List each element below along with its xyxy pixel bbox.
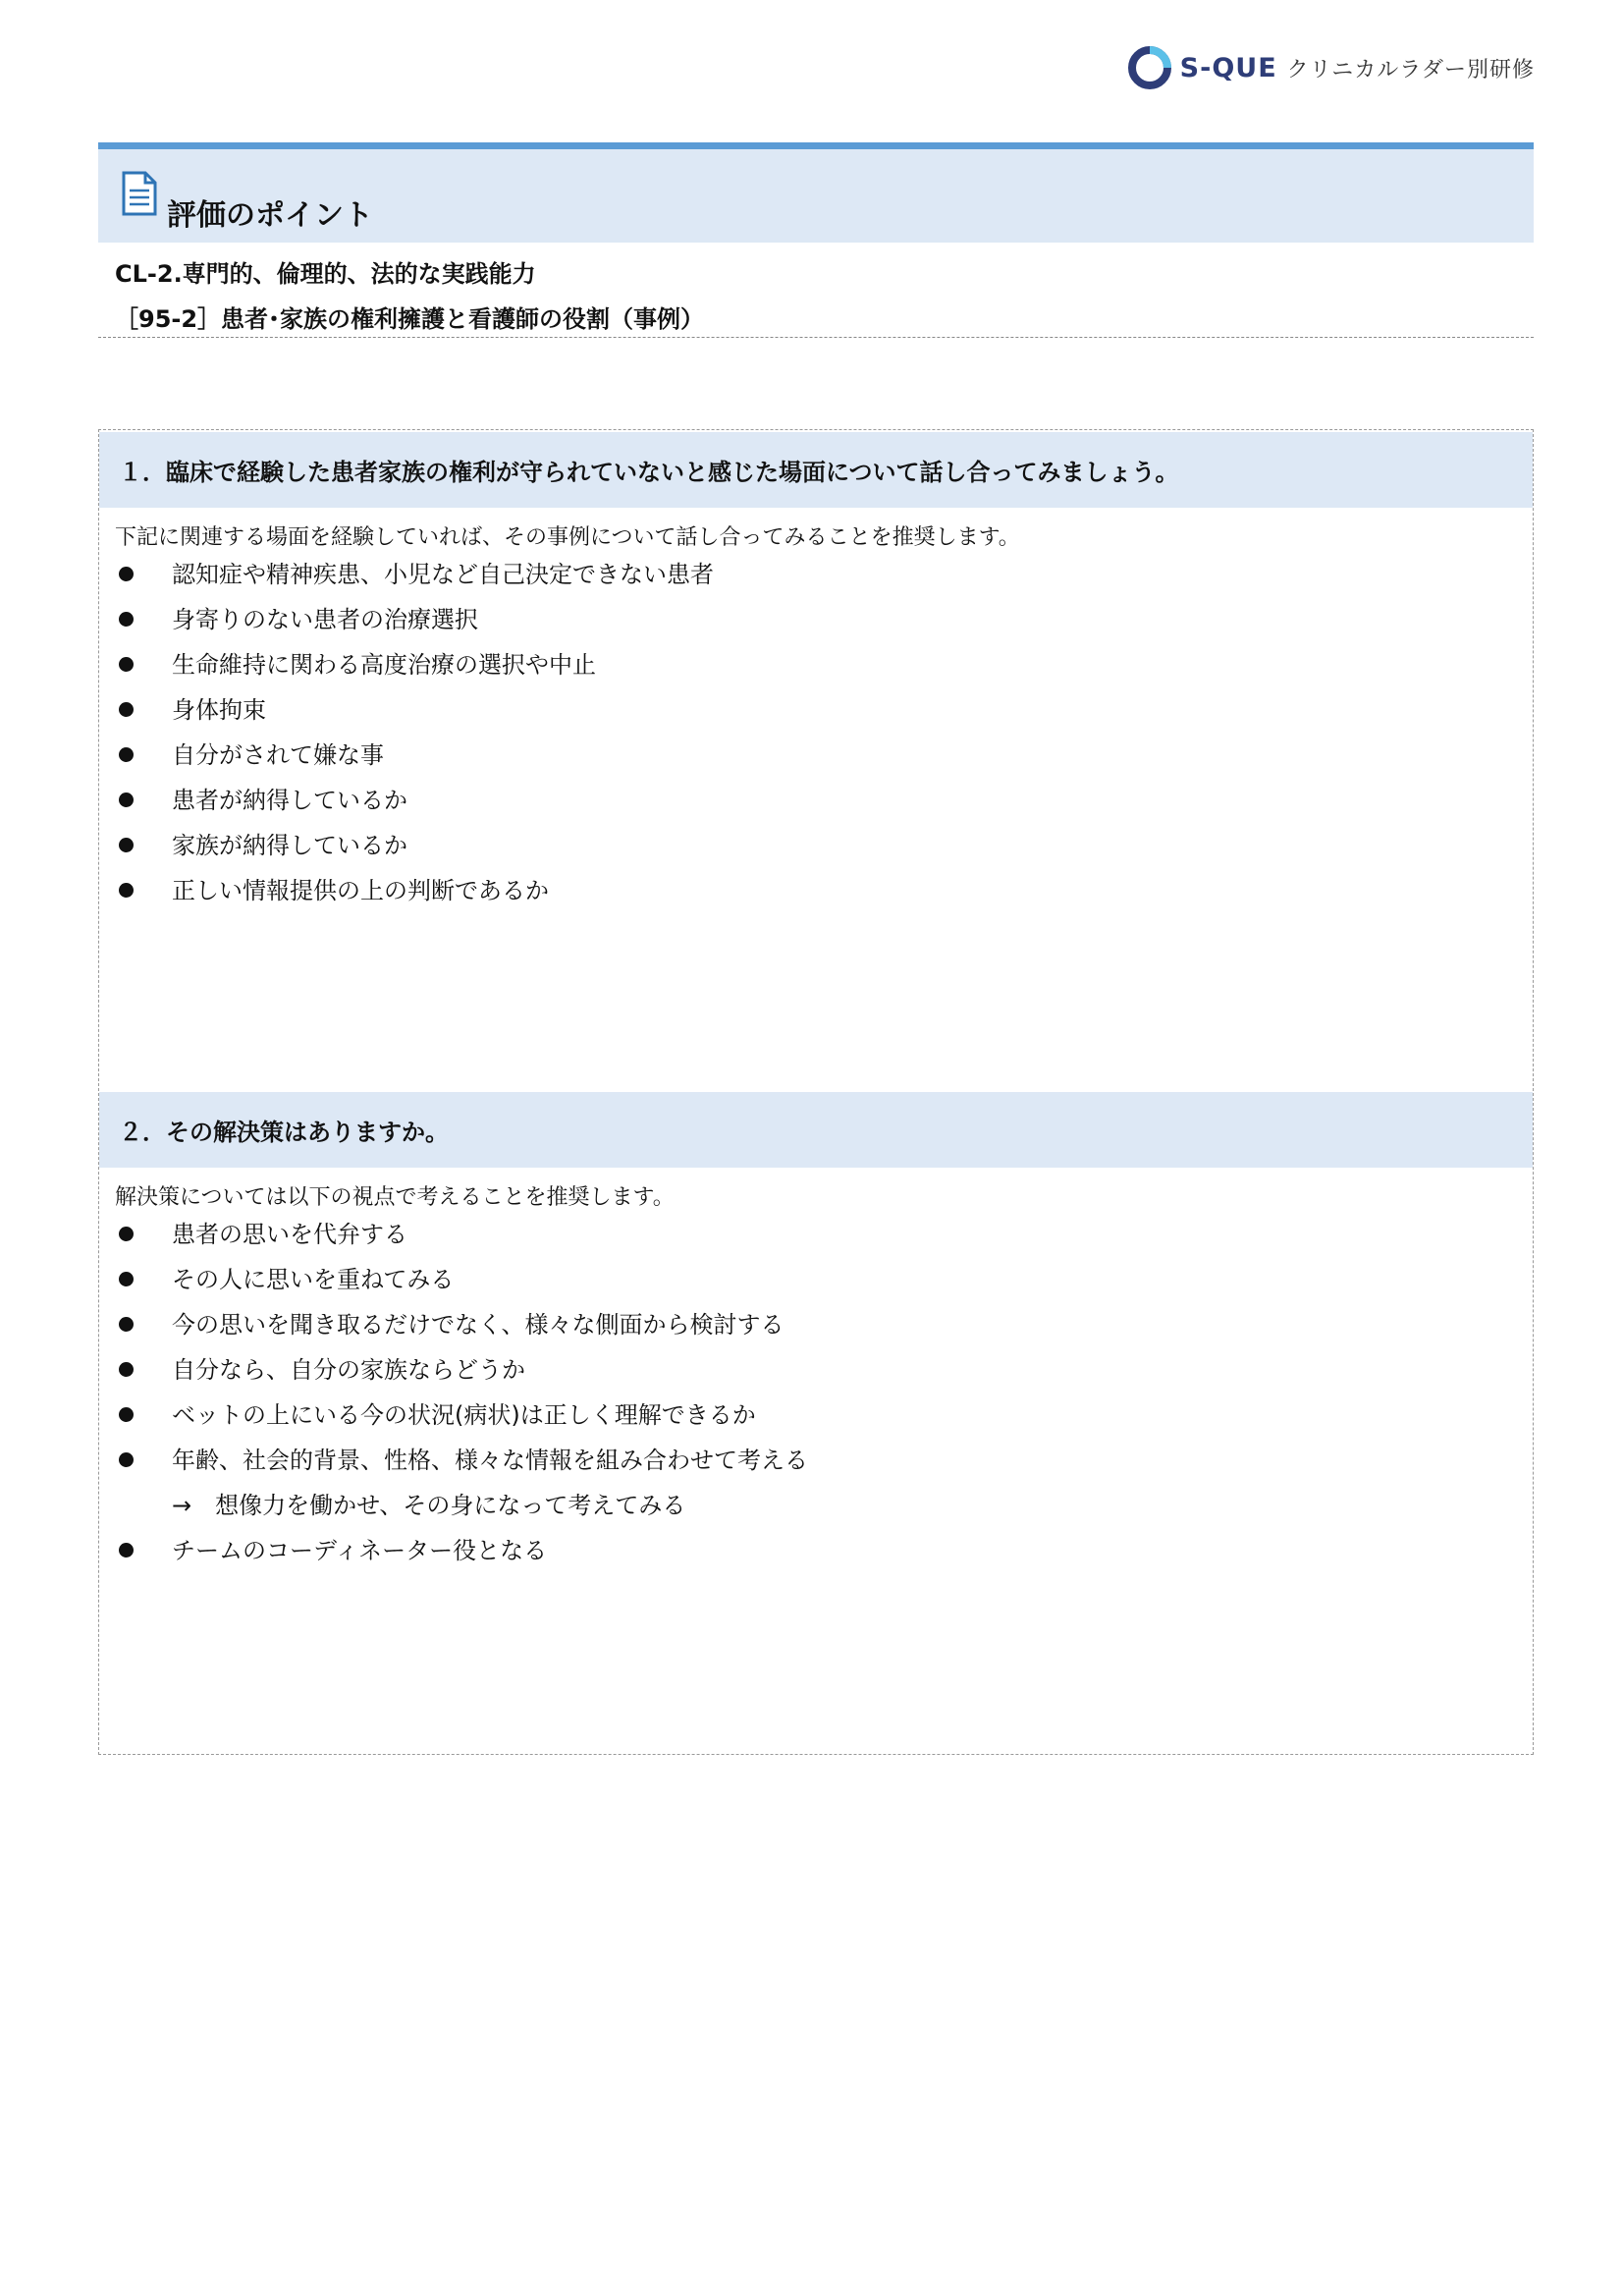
bullet-icon — [119, 1317, 134, 1332]
bullet-icon — [119, 702, 134, 717]
sque-logo-icon — [1125, 43, 1174, 92]
question-2-intro: 解決策については以下の視点で考えることを推奨します。 — [115, 1185, 675, 1210]
question-2-header: ２．その解決策はありますか。 — [99, 1092, 1533, 1168]
bullet-icon — [119, 793, 134, 807]
question-1-intro: 下記に関連する場面を経験していれば、その事例について話し合ってみることを推奨します。 — [115, 525, 1020, 550]
bullet-icon — [119, 1452, 134, 1467]
subject-title: ［95-2］患者･家族の権利擁護と看護師の役割（事例） — [115, 305, 705, 333]
document-icon — [121, 171, 158, 216]
bullet-icon — [119, 1272, 134, 1286]
bullet-icon — [119, 747, 134, 762]
bullet-icon — [119, 1227, 134, 1241]
subject-category: CL-2.専門的、倫理的、法的な実践能力 — [115, 260, 536, 288]
bullet-icon — [119, 612, 134, 627]
bullet-icon — [119, 1407, 134, 1422]
discussion-box: １．臨床で経験した患者家族の権利が守られていないと感じた場面について話し合ってみましょう。 下記に関連する場面を経験していれば、その事例について話し合ってみることを推奨します。 認知症や精神疾患、小児など自己決定できない患者 身寄りのない患者の治療選択 生命維持に関わる高度治療の選択や中止 身体拘束 自分がされて嫌な事 患者が納得しているか 家族が納得しているか 正しい情報提供の上の判断であるか ２．その解決策はありますか。 解決策については以下の視点で考えることを推奨します。 患者の思いを代弁する その人に思いを重ねてみる 今の思いを聞き取るだけでなく、様々な側面から検討する 自分なら、自分の家族ならどうか ベットの上にいる今の状況(病状)は正しく理解できるか 年齢、社会的背景、性格、様々な情報を組み合わせて考える → 想像力を働かせ、その身になって考えてみる チームのコーディネーター役となる — [98, 429, 1534, 1755]
bullet-icon — [119, 1543, 134, 1558]
question-1-header: １．臨床で経験した患者家族の権利が守られていないと感じた場面について話し合ってみましょう。 — [99, 432, 1533, 508]
bullet-icon — [119, 838, 134, 852]
evaluation-header — [98, 142, 1534, 243]
brand-header — [1125, 43, 1535, 92]
bullet-icon — [119, 567, 134, 581]
evaluation-title: 評価のポイント — [167, 198, 373, 233]
bullet-icon — [119, 883, 134, 898]
bullet-icon — [119, 657, 134, 672]
bullet-icon — [119, 1362, 134, 1377]
divider — [98, 337, 1534, 338]
brand-subtitle: クリニカルラダー別研修 — [1286, 57, 1535, 82]
brand-name: S-QUE — [1179, 52, 1277, 83]
